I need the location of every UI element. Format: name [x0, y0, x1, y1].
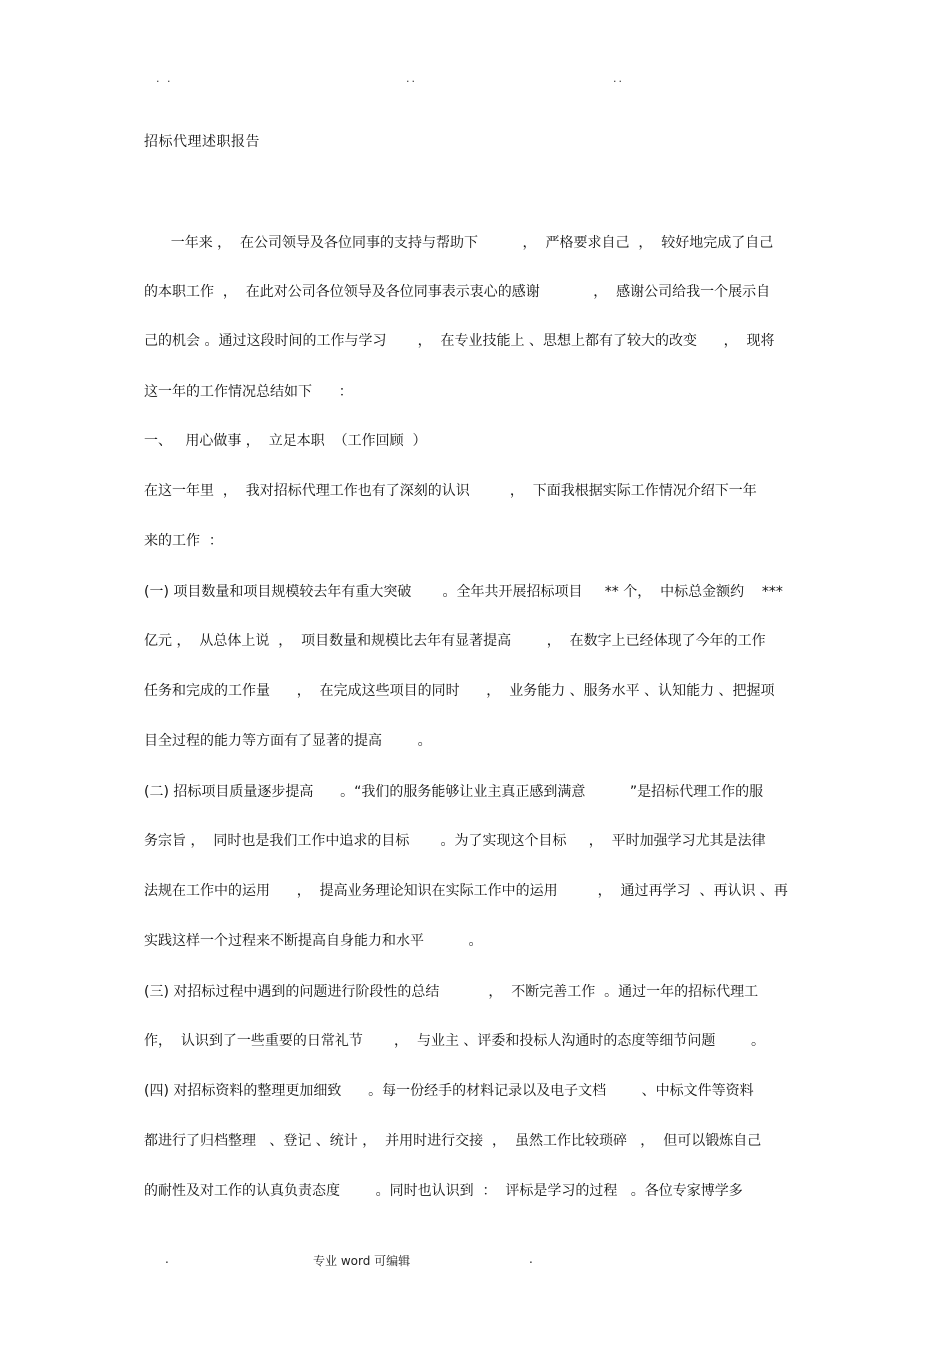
paragraph-line: 的本职工作 ， 在此对公司各位领导及各位同事表示衷心的感谢 ， 感谢公司给我一个展示自	[144, 284, 771, 300]
paragraph-line: (四) 对招标资料的整理更加细致 。每一份经手的材料记录以及电子文档 、中标文件等资料	[144, 1083, 754, 1099]
section-heading: 一、 用心做事 ， 立足本职 （工作回顾 ）	[144, 433, 427, 449]
header-dots-left: . .	[156, 72, 173, 85]
paragraph-line: 都进行了归档整理 、登记 、统计 ， 并用时进行交接 ， 虽然工作比较琐碎 ， 但可以锻炼自己	[144, 1133, 762, 1149]
paragraph-line: 一年来 ， 在公司领导及各位同事的支持与帮助下 ， 严格要求自己 ， 较好地完成了自己	[144, 235, 774, 251]
paragraph-line: 实践这样一个过程来不断提高自身能力和水平 。	[144, 933, 483, 949]
footer-text: 专业 word 可编辑	[313, 1254, 411, 1268]
paragraph-line: (三) 对招标过程中遇到的问题进行阶段性的总结 ， 不断完善工作 。通过一年的招标代理工	[144, 984, 759, 1000]
paragraph-line: 的耐性及对工作的认真负责态度 。同时也认识到 ： 评标是学习的过程 。各位专家博学多	[144, 1183, 743, 1199]
paragraph-line: 己的机会 。通过这段时间的工作与学习 ， 在专业技能上 、思想上都有了较大的改变 ， 现将	[144, 333, 775, 349]
paragraph-line: (一) 项目数量和项目规模较去年有重大突破 。全年共开展招标项目 ** 个， 中标总金额约 ***	[144, 584, 783, 600]
paragraph-line: 亿元 ， 从总体上说 ， 项目数量和规模比去年有显著提高 ， 在数字上已经体现了今年的工作	[144, 633, 766, 649]
footer-dot-right: .	[529, 1252, 533, 1266]
header-dots-right: ..	[613, 72, 624, 85]
paragraph-line: (二) 招标项目质量逐步提高 。“我们的服务能够让业主真正感到满意 ”是招标代理工作的服	[144, 784, 764, 800]
paragraph-line: 法规在工作中的运用 ， 提高业务理论知识在实际工作中的运用 ， 通过再学习 、再认识 、再	[144, 883, 788, 899]
paragraph-line: 来的工作 ：	[144, 533, 223, 549]
paragraph-line: 任务和完成的工作量 ， 在完成这些项目的同时 ， 业务能力 、服务水平 、认知能力 、把握项	[144, 683, 775, 699]
paragraph-line: 作， 认识到了一些重要的日常礼节 ， 与业主 、评委和投标人沟通时的态度等细节问题 。	[144, 1033, 766, 1049]
document-title: 招标代理述职报告	[144, 134, 260, 150]
paragraph-line: 在这一年里 ， 我对招标代理工作也有了深刻的认识 ， 下面我根据实际工作情况介绍下一年	[144, 483, 757, 499]
paragraph-line: 目全过程的能力等方面有了显著的提高 。	[144, 733, 432, 749]
footer-dot-left: .	[165, 1252, 169, 1266]
paragraph-line: 务宗旨 ， 同时也是我们工作中追求的目标 。为了实现这个目标 ， 平时加强学习尤其是法律	[144, 833, 766, 849]
header-dots-mid: ..	[406, 72, 417, 85]
paragraph-line: 这一年的工作情况总结如下 ：	[144, 384, 353, 400]
